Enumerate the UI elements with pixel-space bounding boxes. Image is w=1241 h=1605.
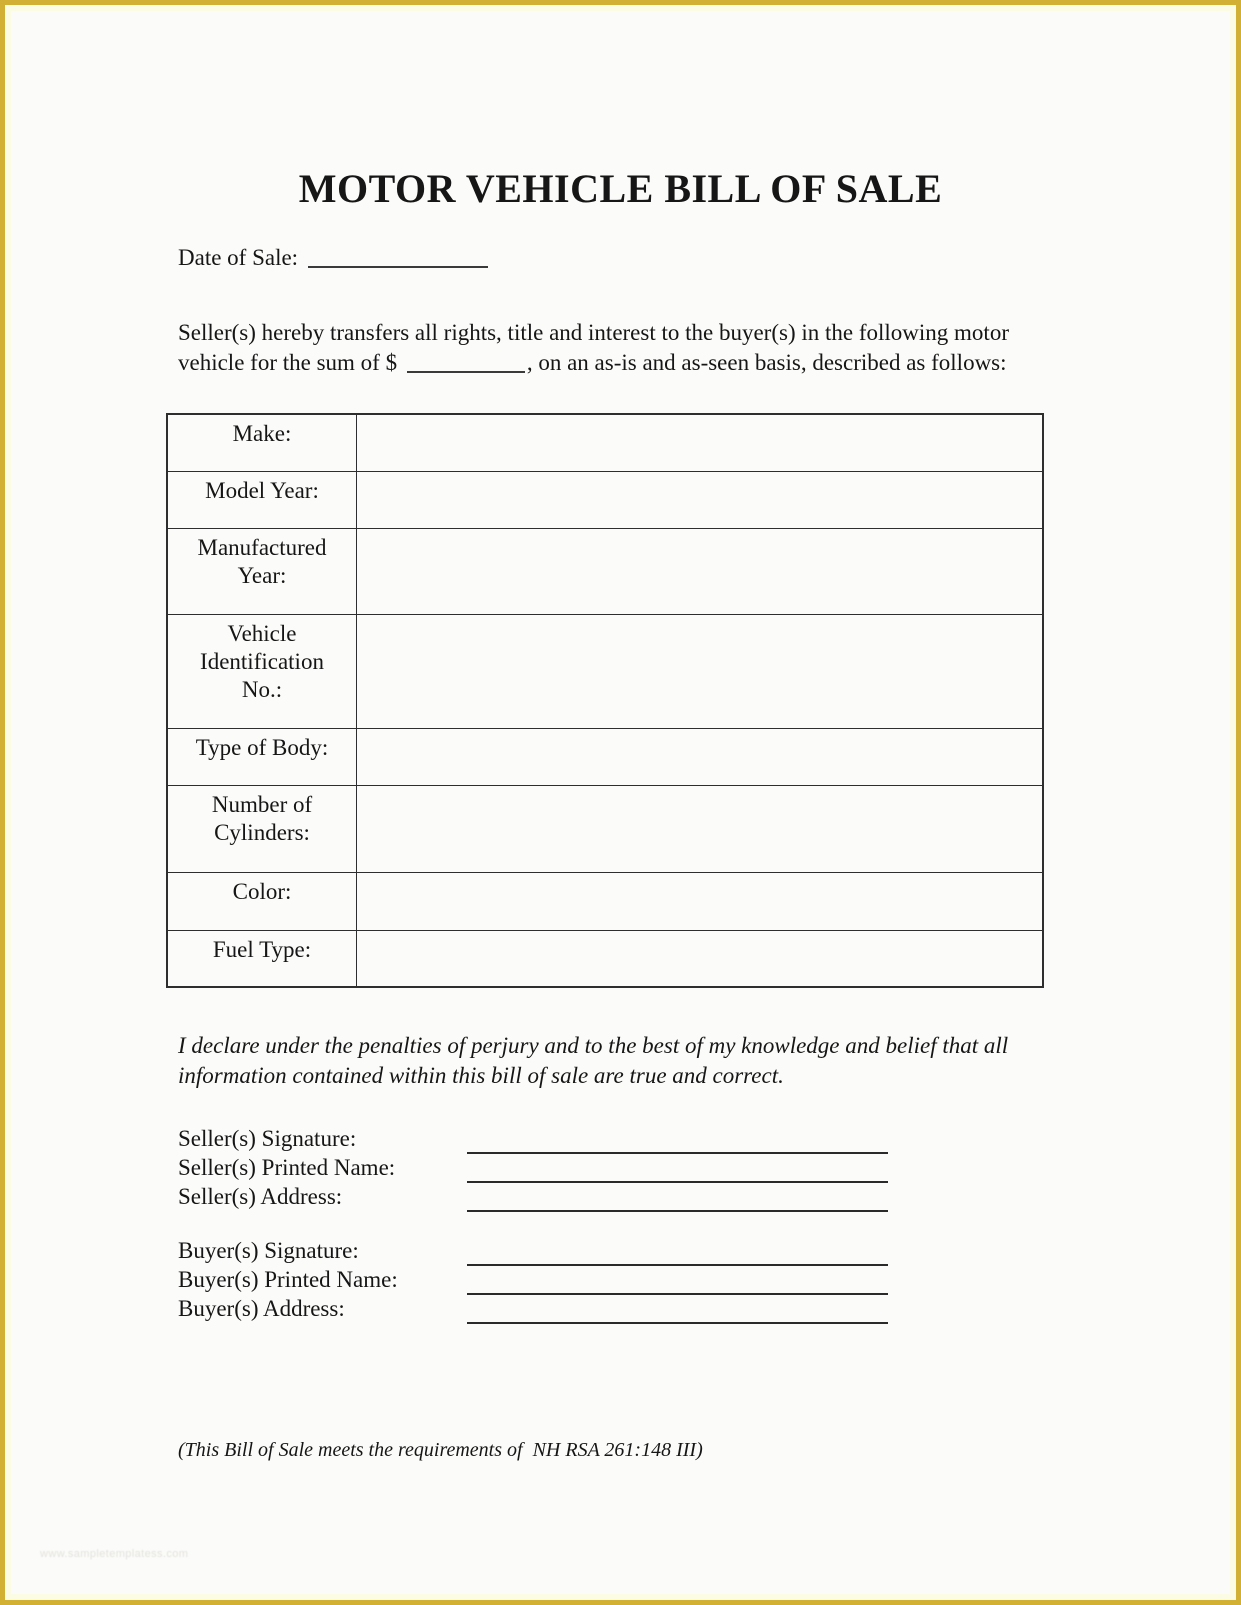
seller-printed-name-row (178, 1155, 888, 1184)
row-label-vin: Vehicle Identification No.: (168, 615, 357, 728)
buyer-signature-line (467, 1238, 888, 1266)
seller-signature-line (467, 1126, 888, 1154)
intro-text-before-amount: Seller(s) hereby transfers all rights, title and interest to the buyer(s) in the following motor vehicle for the sum of $ (178, 320, 1009, 375)
perjury-declaration: I declare under the penalties of perjury and to the best of my knowledge and belief that all information contained within this bill of sale are true and correct. (178, 1033, 1009, 1088)
seller-address-row (178, 1184, 888, 1213)
table-row-vin (168, 614, 1042, 728)
row-label-body-type: Type of Body: (168, 729, 357, 785)
intro-paragraph (178, 319, 1036, 377)
seller-printed-name-label: Seller(s) Printed Name: (178, 1155, 396, 1180)
sale-amount-blank (407, 351, 525, 373)
statute-reference-note: (This Bill of Sale meets the requirements of NH RSA 261:148 III) (178, 1439, 703, 1461)
row-label-cylinders: Number of Cylinders: (168, 786, 357, 872)
intro-text-after-amount: , on an as-is and as-seen basis, described as follows: (526, 349, 1007, 375)
vehicle-details-table (166, 413, 1044, 988)
buyer-printed-name-row (178, 1267, 888, 1296)
buyer-signature-row (178, 1238, 888, 1267)
table-row-cylinders (168, 785, 1042, 872)
row-value-make (357, 415, 1042, 471)
date-of-sale-blank (308, 246, 488, 268)
buyer-address-row (178, 1296, 888, 1325)
seller-signature-row (178, 1126, 888, 1155)
row-label-color: Color: (168, 873, 357, 930)
buyer-address-line (467, 1296, 888, 1324)
watermark-text: www.sampletemplatess.com (40, 1548, 189, 1560)
row-value-fuel-type (357, 931, 1042, 986)
page-title: MOTOR VEHICLE BILL OF SALE (298, 165, 943, 211)
date-of-sale-label: Date of Sale: (178, 245, 299, 270)
row-label-manufactured-year: Manufactured Year: (168, 529, 357, 614)
buyer-printed-name-label: Buyer(s) Printed Name: (178, 1267, 398, 1292)
seller-printed-name-line (467, 1155, 888, 1183)
seller-signature-label: Seller(s) Signature: (178, 1126, 357, 1151)
row-value-model-year (357, 472, 1042, 528)
date-of-sale-row (178, 243, 488, 271)
table-row-body-type (168, 728, 1042, 785)
buyer-printed-name-line (467, 1267, 888, 1295)
row-label-model-year: Model Year: (168, 472, 357, 528)
row-label-make: Make: (168, 415, 357, 471)
buyer-address-label: Buyer(s) Address: (178, 1296, 345, 1321)
buyer-signature-label: Buyer(s) Signature: (178, 1238, 359, 1263)
table-row-fuel-type (168, 930, 1042, 986)
row-value-cylinders (357, 786, 1042, 872)
table-row-model-year (168, 471, 1042, 528)
row-value-body-type (357, 729, 1042, 785)
row-label-fuel-type: Fuel Type: (168, 931, 357, 986)
buyer-signature-block (178, 1238, 888, 1325)
table-row-color (168, 872, 1042, 930)
table-row-make (168, 415, 1042, 471)
row-value-manufactured-year (357, 529, 1042, 614)
row-value-vin (357, 615, 1042, 728)
seller-signature-block (178, 1126, 888, 1213)
seller-address-label: Seller(s) Address: (178, 1184, 343, 1209)
row-value-color (357, 873, 1042, 930)
table-row-manufactured-year (168, 528, 1042, 614)
seller-address-line (467, 1184, 888, 1212)
